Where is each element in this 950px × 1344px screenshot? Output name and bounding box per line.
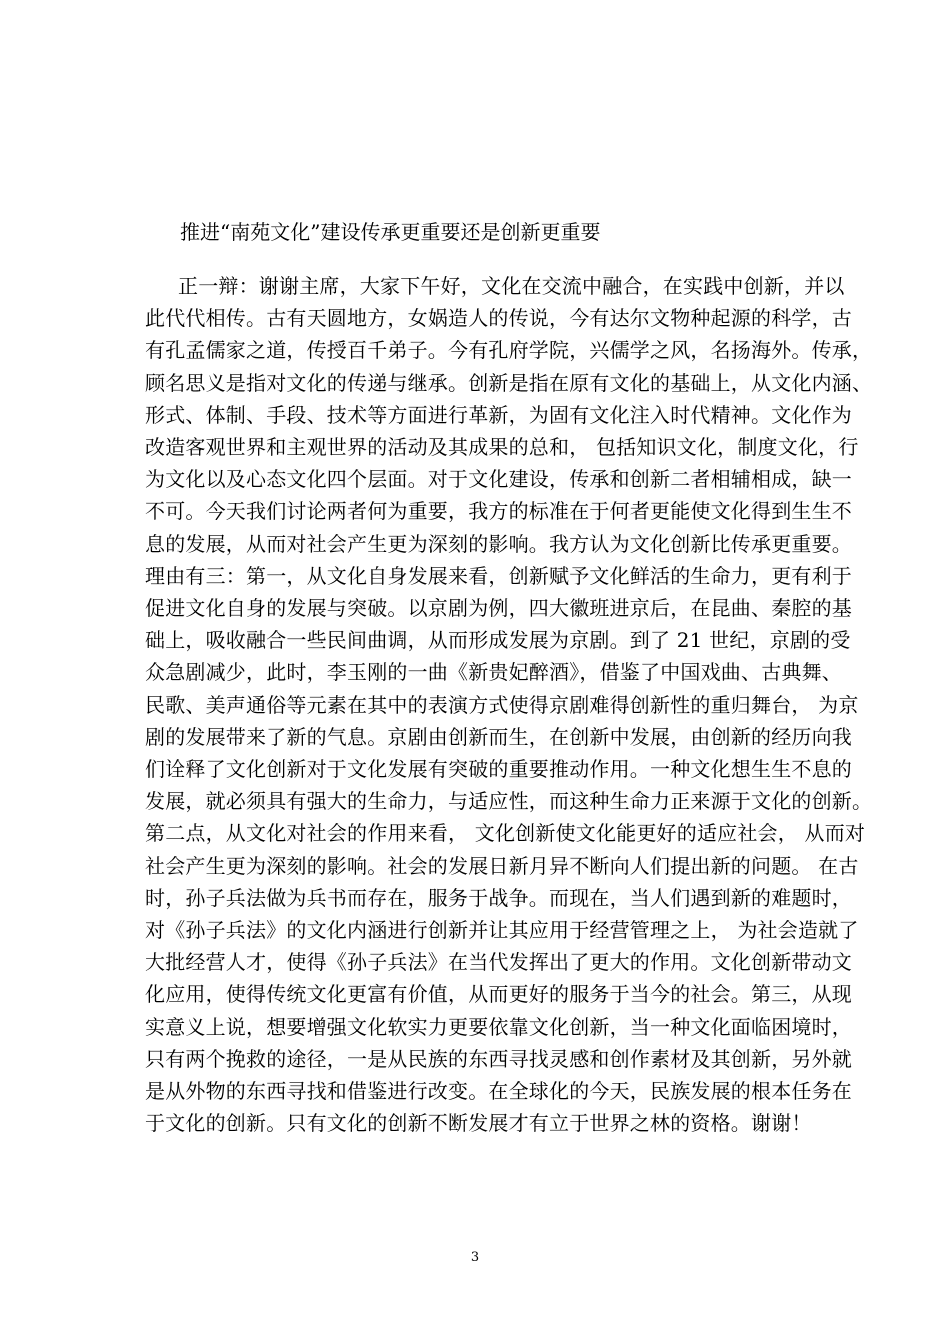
text-line: 大批经营人才，使得《孙子兵法》在当代发挥出了更大的作用。文化创新带动文 [145, 950, 852, 975]
text-line: 息的发展，从而对社会产生更为深刻的影响。我方认为文化创新比传承更重要。 [145, 531, 852, 556]
text-line: 不可。今天我们讨论两者何为重要，我方的标准在于何者更能使文化得到生生不 [145, 499, 852, 524]
text-line: 形式、体制、手段、技术等方面进行革新，为固有文化注入时代精神。文化作为 [145, 402, 852, 427]
text-line: 促进文化自身的发展与突破。以京剧为例，四大徽班进京后，在昆曲、秦腔的基 [145, 596, 852, 621]
text-line: 剧的发展带来了新的气息。京剧由创新而生，在创新中发展，由创新的经历向我 [145, 724, 852, 749]
text-line: 民歌、美声通俗等元素在其中的表演方式使得京剧难得创新性的重归舞台， 为京 [145, 692, 859, 717]
text-line: 们诠释了文化创新对于文化发展有突破的重要推动作用。一种文化想生生不息的 [145, 757, 852, 782]
text-line: 第二点，从文化对社会的作用来看， 文化创新使文化能更好的适应社会， 从而对 [145, 821, 866, 846]
text-line: 础上，吸收融合一些民间曲调，从而形成发展为京剧。到了 21 世纪，京剧的受 [145, 628, 851, 653]
text-line: 众急剧减少，此时，李玉刚的一曲《新贵妃醉酒》，借鉴了中国戏曲、古典舞、 [145, 660, 842, 685]
text-line: 社会产生更为深刻的影响。社会的发展日新月异不断向人们提出新的问题。 在古 [145, 853, 859, 878]
text-line: 对《孙子兵法》的文化内涵进行创新并让其应用于经营管理之上， 为社会造就了 [145, 918, 859, 943]
page-number: 3 [470, 1250, 480, 1265]
body-paragraph [145, 270, 873, 1139]
text-line: 有孔孟儒家之道，传授百千弟子。今有孔府学院，兴儒学之风，名扬海外。传承， [145, 338, 873, 363]
text-line: 是从外物的东西寻找和借鉴进行改变。在全球化的今天，民族发展的根本任务在 [145, 1079, 852, 1104]
page-title: 推进“南苑文化”建设传承更重要还是创新更重要 [180, 220, 601, 244]
text-line: 为文化以及心态文化四个层面。对于文化建设，传承和创新二者相辅相成，缺一 [145, 467, 852, 492]
text-line: 此代代相传。古有天圆地方，女娲造人的传说，今有达尔文物种起源的科学，古 [145, 306, 852, 331]
text-line: 于文化的创新。只有文化的创新不断发展才有立于世界之林的资格。谢谢！ [145, 1111, 812, 1136]
text-line: 改造客观世界和主观世界的活动及其成果的总和， 包括知识文化，制度文化，行 [145, 435, 859, 460]
text-line: 化应用，使得传统文化更富有价值，从而更好的服务于当今的社会。第三，从现 [145, 982, 852, 1007]
text-line: 理由有三：第一，从文化自身发展来看，创新赋予文化鲜活的生命力，更有利于 [145, 563, 852, 588]
text-line: 时，孙子兵法做为兵书而存在，服务于战争。而现在，当人们遇到新的难题时， [145, 885, 852, 910]
text-line: 发展，就必须具有强大的生命力，与适应性，而这种生命力正来源于文化的创新。 [145, 789, 873, 814]
text-line: 只有两个挽救的途径，一是从民族的东西寻找灵感和创作素材及其创新，另外就 [145, 1046, 852, 1071]
text-line: 实意义上说，想要增强文化软实力更要依靠文化创新，当一种文化面临困境时， [145, 1014, 852, 1039]
text-line: 顾名思义是指对文化的传递与继承。创新是指在原有文化的基础上，从文化内涵、 [145, 370, 873, 395]
text-line: 正一辩：谢谢主席，大家下午好，文化在交流中融合，在实践中创新，并以 [178, 274, 845, 298]
